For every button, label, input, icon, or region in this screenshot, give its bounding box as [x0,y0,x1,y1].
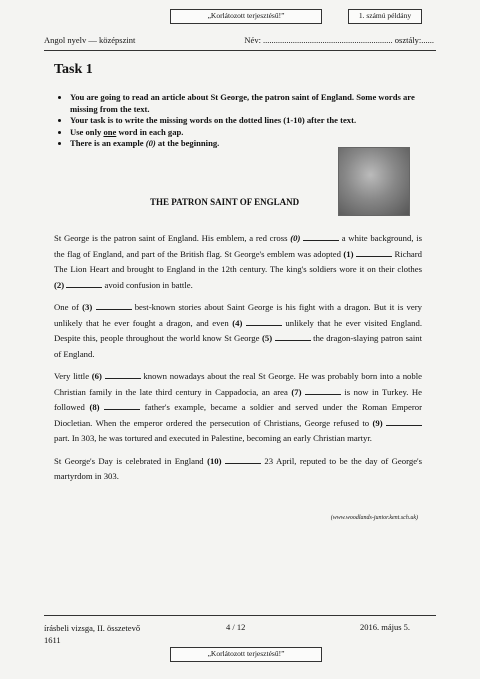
subject-label: Angol nyelv — középszint [44,35,136,45]
answer-gap [246,316,282,326]
article-body [54,231,422,492]
restricted-distribution-label: „Korlátozott terjesztésű!” [170,647,322,662]
article-paragraph: One of (3) best-known stories about Saint George is his fight with a dragon. But it is very unlikely that he ever fought a dragon, and even (4) unlikely that he ever visited England. Despite this, people throughout the world know St George (5) the dragon-slaying patron saint of England. [54,302,423,359]
article-title: THE PATRON SAINT OF ENGLAND [150,197,300,207]
instruction-item: • You are going to read an article about St George, the patron saint of England. Some words are missing from the text. [70,92,440,115]
restricted-distribution-label: „Korlátozott terjesztésű!” [170,9,322,24]
name-field: Név: ............................................................. osztály:...... [244,35,434,45]
gap-number: (10) [207,455,222,466]
gap-number: (1) [343,248,354,259]
copy-number-label: 1. számú példány [348,9,422,24]
answer-gap [305,385,341,395]
article-paragraph: St George is the patron saint of England. His emblem, a red cross (0) a white background, is the flag of England, and part of the British flag. St George's emblem was adopted (1) Richard The Lion Heart and brought to England in the 12th century. The king's soldiers wore it on their clothes (2) avoid confusion in battle. [54,233,423,290]
answer-gap [356,247,392,257]
answer-gap [386,416,422,426]
exam-date: 2016. május 5. [360,622,411,632]
st-george-dragon-image [338,147,410,216]
gap-number: (7) [291,386,302,397]
gap-number: (4) [232,317,243,328]
footer-divider [44,615,436,616]
source-citation: (www.woodlands-junior.kent.sch.uk) [330,515,418,521]
gap-number: (9) [372,417,383,428]
gap-number: (2) [54,279,65,290]
example-gap-number: (0) [290,233,301,243]
exam-info: írásbeli vizsga, II. összetevő 1611 [44,623,141,645]
header-divider [44,50,436,51]
instruction-item: • Use only one word in each gap. [70,127,440,139]
instruction-item: • There is an example (0) at the beginning. [70,138,440,150]
instructions-list [54,92,440,150]
answer-gap [104,400,140,410]
answer-gap [303,231,339,241]
answer-gap [66,278,102,288]
article-paragraph: Very little (6) known nowadays about the real St George. He was probably born into a noble Christian family in the late third century in Cappadocia, an area (7) is now in Turkey. He followed (8) father's example, became a soldier and served under the Roman Emperor Diocletian. When the emperor ordered the persecution of Christians, George refused to (9) part. In 303, he was tortured and executed in Palestine, becoming an early Christian martyr. [54,371,423,443]
answer-gap [96,300,132,310]
gap-number: (6) [91,371,102,381]
exam-header [44,35,434,45]
gap-number: (3) [82,302,93,312]
gap-number: (8) [89,402,100,412]
answer-gap [275,331,311,341]
task-title: Task 1 [54,62,93,77]
page-number: 4 / 12 [226,622,246,632]
instruction-item: • Your task is to write the missing words on the dotted lines (1-10) after the text. [70,115,440,127]
article-paragraph: St George's Day is celebrated in England (10) 23 April, reputed to be the day of George's martyrdom in 303. [54,455,423,481]
gap-number: (5) [261,333,273,343]
answer-gap [105,369,141,379]
answer-gap [225,454,261,464]
